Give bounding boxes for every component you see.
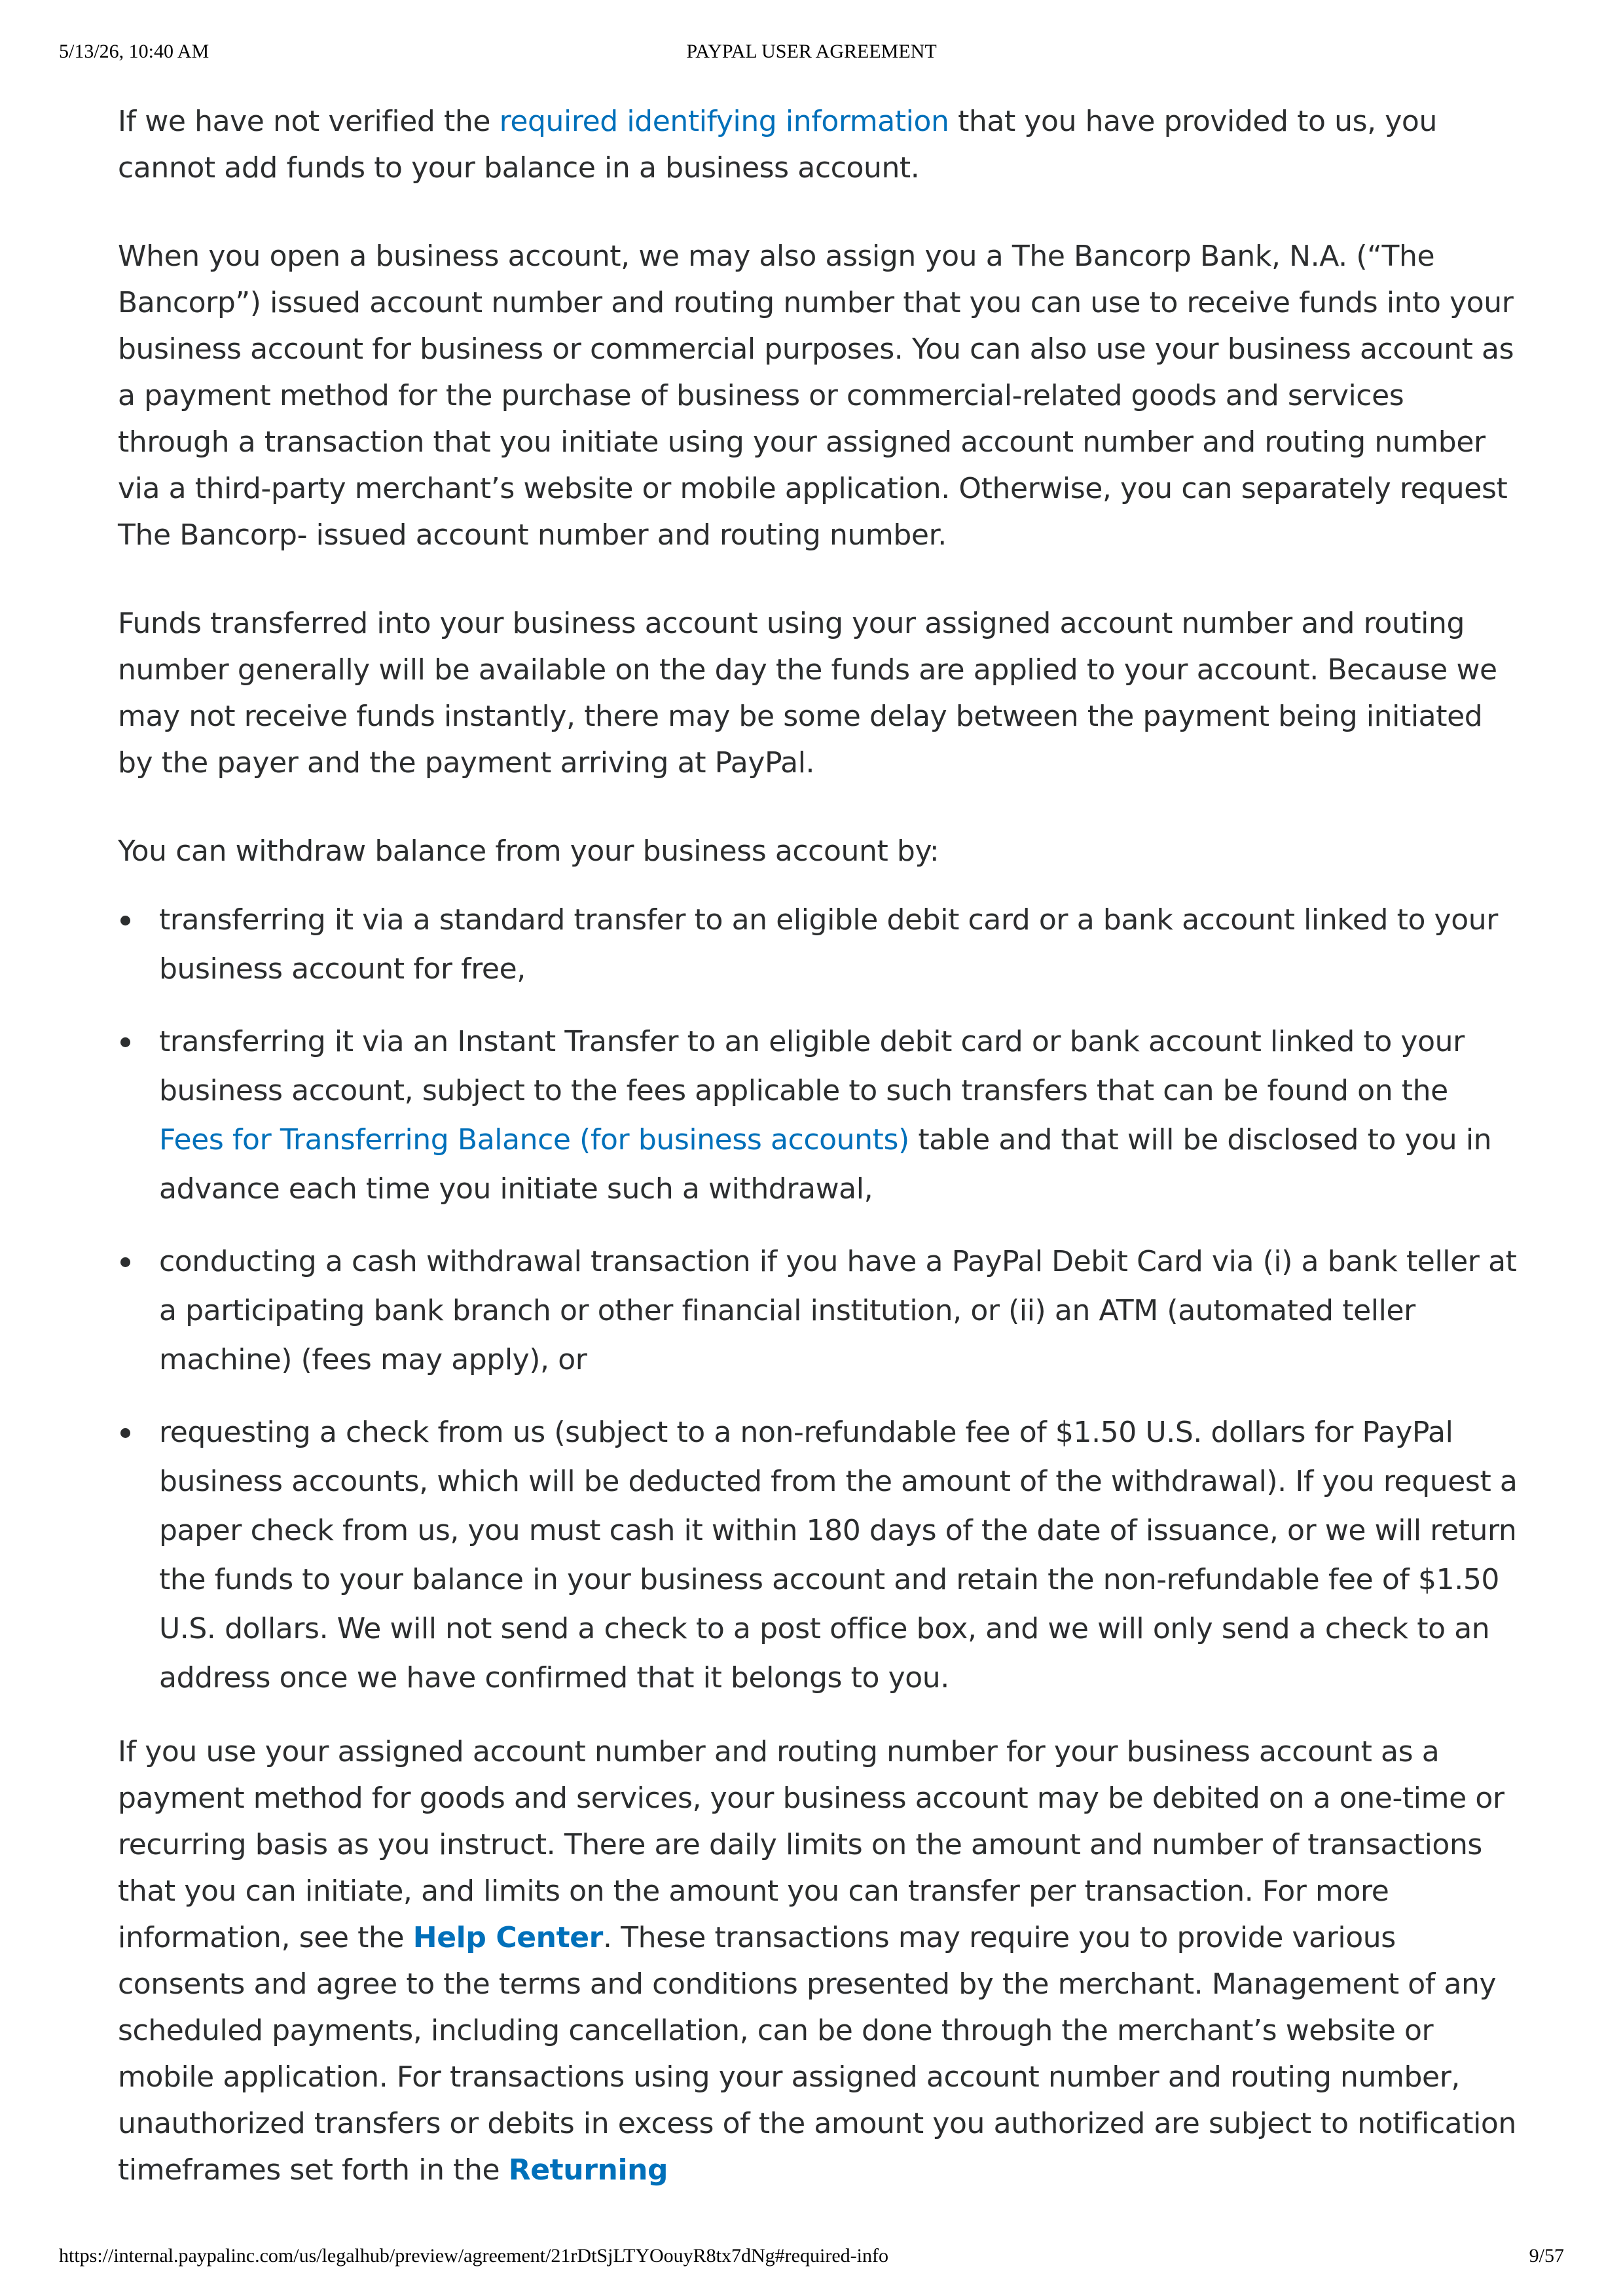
page-number: 9/57 — [1529, 2245, 1564, 2267]
print-datetime: 5/13/26, 10:40 AM — [59, 41, 210, 62]
agreement-content — [118, 98, 1519, 2235]
list-item: transferring it via an Instant Transfer to an eligible debit card or bank account linked to your business account, subject to the fees applicable to such transfers that can be found on the Fees for Transferring Balance (for business accounts) table and that will be disclosed to you in advance each time you initiate such a withdrawal, — [118, 1017, 1519, 1213]
paragraph-funds-transferred: Funds transferred into your business account using your assigned account number and routing number generally will be available on the day the funds are applied to your account. Because we may not receive funds instantly, there may be some delay between the payment being initiated by the payer and the payment arriving at PayPal. — [118, 607, 1497, 780]
print-footer — [59, 2245, 1564, 2278]
fees-transferring-balance-link[interactable]: Fees for Transferring Balance (for business accounts) — [159, 1123, 909, 1157]
print-url: https://internal.paypalinc.com/us/legalhub/preview/agreement/21rDtSjLTYOouyR8tx7dNg#required-info — [59, 2245, 888, 2267]
paragraph-verify-info: If we have not verified the required identifying information that you have provided to us, you cannot add funds to your balance in a business account. — [118, 105, 1437, 185]
bullet-icon — [120, 1428, 130, 1438]
print-title: PAYPAL USER AGREEMENT — [686, 41, 937, 62]
list-item: conducting a cash withdrawal transaction if you have a PayPal Debit Card via (i) a bank teller at a participating bank branch or other financial institution, or (ii) an ATM (automated teller machine) (fees may apply), or — [118, 1237, 1519, 1384]
paragraph-payment-method: If you use your assigned account number and routing number for your business account as a payment method for goods and services, your business account may be debited on a one-time or recurring basis as you instruct. There are daily limits on the amount and number of transactions that you can initiate, and limits on the amount you can transfer per transaction. For more information, see the Help Center. These transactions may require you to provide various consents and agree to the terms and conditions presented by the merchant. Management of any scheduled payments, including cancellation, can be done through the merchant’s website or mobile application. For transactions using your assigned account number and routing number, unauthorized transfers or debits in excess of the amount you authorized are subject to notification timeframes set forth in the Returning — [118, 1735, 1516, 2187]
bullet-icon — [120, 1257, 130, 1267]
list-item: transferring it via a standard transfer to an eligible debit card or a bank account linked to your business account for free, — [118, 895, 1519, 994]
bullet-icon — [120, 916, 130, 925]
required-identifying-information-link[interactable]: required identifying information — [499, 105, 949, 138]
returning-link[interactable]: Returning — [508, 2153, 668, 2187]
help-center-link[interactable]: Help Center — [412, 1921, 603, 1954]
list-item: requesting a check from us (subject to a non-refundable fee of $1.50 U.S. dollars for PayPal business accounts, which will be deducted from the amount of the withdrawal). If you request a paper check from us, you must cash it within 180 days of the date of issuance, or we will return the funds to your balance in your business account and retain the non-refundable fee of $1.50 U.S. dollars. We will not send a check to a post office box, and we will only send a check to an address once we have confirmed that it belongs to you. — [118, 1408, 1519, 1702]
paragraph-bancorp-account: When you open a business account, we may also assign you a The Bancorp Bank, N.A. (“The Bancorp”) issued account number and routing number that you can use to receive funds into your business account for business or commercial purposes. You can also use your business account as a payment method for the purchase of business or commercial-related goods and services through a transaction that you initiate using your assigned account number and routing number via a third-party merchant’s website or mobile application. Otherwise, you can separately request The Bancorp- issued account number and routing number. — [118, 240, 1514, 552]
print-header — [59, 41, 1564, 73]
paragraph-withdraw-intro: You can withdraw balance from your business account by: — [118, 834, 939, 868]
withdraw-methods-list — [118, 895, 1519, 1702]
bullet-icon — [120, 1037, 130, 1047]
